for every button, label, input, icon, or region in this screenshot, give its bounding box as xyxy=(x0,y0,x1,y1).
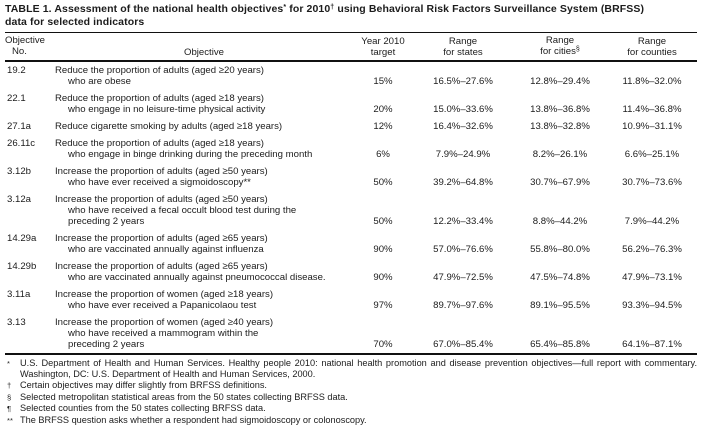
footnote-marker: * xyxy=(7,358,10,368)
footnote-marker: ** xyxy=(7,415,13,425)
table-row xyxy=(5,255,697,283)
target-value: 70% xyxy=(373,338,393,350)
counties-range: 64.1%–87.1% xyxy=(622,338,682,350)
states-range: 16.5%–27.6% xyxy=(433,75,493,87)
target-value: 12% xyxy=(373,120,393,132)
objective-line: Increase the proportion of adults (aged ≥65 years) xyxy=(55,260,268,272)
table-title xyxy=(5,4,697,17)
counties-range: 10.9%–31.1% xyxy=(622,120,682,132)
objective-line: preceding 2 years xyxy=(68,338,145,350)
states-range: 67.0%–85.4% xyxy=(433,338,493,350)
cities-footnote-marker: § xyxy=(575,46,580,54)
target-value: 15% xyxy=(373,75,393,87)
title-footnote-marker-dagger: † xyxy=(330,4,335,11)
objective-line: who have ever received a Papanicolaou test xyxy=(68,299,257,311)
col-header-range-counties: Range for counties xyxy=(627,35,677,58)
col-header-range-cities: Range for cities§ xyxy=(540,34,580,57)
objective-cell xyxy=(55,188,353,227)
data-table xyxy=(5,32,697,355)
cities-range: 30.7%–67.9% xyxy=(530,176,590,188)
counties-range: 7.9%–44.2% xyxy=(624,215,680,227)
objective-line: Reduce the proportion of adults (aged ≥18 years) xyxy=(55,92,264,104)
table-row xyxy=(5,188,697,227)
footnote-asterisk xyxy=(5,358,697,381)
objective-cell xyxy=(55,255,353,283)
footnote-double-asterisk xyxy=(5,415,697,426)
footnote-marker: † xyxy=(7,381,12,391)
objective-cell xyxy=(55,132,353,160)
table-row xyxy=(5,61,697,87)
states-range: 15.0%–33.6% xyxy=(433,103,493,115)
counties-range: 47.9%–73.1% xyxy=(622,271,682,283)
objective-line: Increase the proportion of adults (aged ≥50 years) xyxy=(55,165,268,177)
objective-line: who have received a fecal occult blood test during the xyxy=(68,204,297,216)
objective-cell xyxy=(55,87,353,115)
target-value: 90% xyxy=(373,243,393,255)
table-header xyxy=(5,32,697,61)
objective-no: 3.13 xyxy=(7,316,26,328)
col-header-target: Year 2010 target xyxy=(361,35,405,58)
target-value: 20% xyxy=(373,103,393,115)
objective-line: Increase the proportion of women (aged ≥18 years) xyxy=(55,288,274,300)
footnote-marker: ¶ xyxy=(7,404,12,414)
objective-line: Increase the proportion of women (aged ≥40 years) xyxy=(55,316,274,328)
objective-no: 3.11a xyxy=(7,288,31,300)
objective-line: who are vaccinated annually against pneumococcal disease. xyxy=(68,271,326,283)
states-range: 47.9%–72.5% xyxy=(433,271,493,283)
table-row xyxy=(5,227,697,255)
objective-cell xyxy=(55,227,353,255)
cities-range: 89.1%–95.5% xyxy=(530,299,590,311)
objective-line: who are vaccinated annually against influenza xyxy=(68,243,264,255)
cities-range: 47.5%–74.8% xyxy=(530,271,590,283)
counties-range: 56.2%–76.3% xyxy=(622,243,682,255)
states-range: 7.9%–24.9% xyxy=(435,148,491,160)
cities-range: 55.8%–80.0% xyxy=(530,243,590,255)
objective-no: 14.29b xyxy=(7,260,37,272)
states-range: 12.2%–33.4% xyxy=(433,215,493,227)
title-footnote-marker-asterisk: * xyxy=(283,4,287,11)
objective-line: Increase the proportion of adults (aged ≥50 years) xyxy=(55,193,268,205)
objective-no: 26.11c xyxy=(7,137,36,149)
footnote-dagger xyxy=(5,380,697,391)
target-value: 90% xyxy=(373,271,393,283)
table-title-line2: data for selected indicators xyxy=(5,15,145,28)
cities-range: 13.8%–36.8% xyxy=(530,103,590,115)
footnote-pilcrow xyxy=(5,403,697,414)
title-part2: for 2010 xyxy=(286,3,331,15)
col-header-range-states: Range for states xyxy=(443,35,483,58)
states-range: 16.4%–32.6% xyxy=(433,120,493,132)
objective-no: 27.1a xyxy=(7,120,32,132)
states-range: 57.0%–76.6% xyxy=(433,243,493,255)
footnotes xyxy=(5,358,697,426)
objective-cell xyxy=(55,311,353,354)
objective-no: 3.12a xyxy=(7,193,32,205)
objective-line: who have ever received a sigmoidoscopy** xyxy=(68,176,251,188)
footnote-text: Selected metropolitan statistical areas from the 50 states collecting BRFSS data. xyxy=(20,391,348,402)
objective-line: Increase the proportion of adults (aged ≥65 years) xyxy=(55,232,268,244)
cities-range: 8.2%–26.1% xyxy=(532,148,588,160)
objective-no: 22.1 xyxy=(7,92,26,104)
states-range: 89.7%–97.6% xyxy=(433,299,493,311)
objective-line: who are obese xyxy=(68,75,131,87)
target-value: 6% xyxy=(376,148,390,160)
objective-no: 14.29a xyxy=(7,232,37,244)
cities-range: 13.8%–32.8% xyxy=(530,120,590,132)
objective-no: 19.2 xyxy=(7,64,26,76)
table-row xyxy=(5,311,697,354)
counties-range: 6.6%–25.1% xyxy=(624,148,680,160)
objective-cell xyxy=(55,160,353,188)
title-part3: using Behavioral Risk Factors Surveillance System (BRFSS) xyxy=(334,3,645,15)
target-value: 50% xyxy=(373,215,393,227)
objective-line: Reduce cigarette smoking by adults (aged ≥18 years) xyxy=(55,120,283,132)
table-row xyxy=(5,132,697,160)
objective-line: who engage in no leisure-time physical activity xyxy=(68,103,266,115)
table-row xyxy=(5,115,697,132)
table-row xyxy=(5,283,697,311)
counties-range: 11.4%–36.8% xyxy=(622,103,682,115)
table-row xyxy=(5,160,697,188)
cities-range: 12.8%–29.4% xyxy=(530,75,590,87)
table-body xyxy=(5,61,697,354)
title-part1: TABLE 1. Assessment of the national health objectives xyxy=(5,3,284,15)
objective-line: who have received a mammogram within the xyxy=(68,327,259,339)
cities-range: 8.8%–44.2% xyxy=(532,215,588,227)
footnote-text: Selected counties from the 50 states collecting BRFSS data. xyxy=(20,403,266,414)
counties-range: 11.8%–32.0% xyxy=(622,75,682,87)
col-header-objective: Objective xyxy=(184,46,224,58)
objective-cell xyxy=(55,61,353,87)
objective-line: Reduce the proportion of adults (aged ≥18 years) xyxy=(55,137,264,149)
table-row xyxy=(5,87,697,115)
target-value: 50% xyxy=(373,176,393,188)
header-row xyxy=(5,32,697,61)
footnote-marker: § xyxy=(7,392,12,402)
states-range: 39.2%–64.8% xyxy=(433,176,493,188)
footnote-text: U.S. Department of Health and Human Services. Healthy people 2010: national health promotion and disease prevention objectives—full report with commentary. Washington, DC: U.S. Department of Health and Human Services, 2000. xyxy=(20,357,697,379)
objective-line: who engage in binge drinking during the preceding month xyxy=(68,148,313,160)
footnote-section xyxy=(5,392,697,403)
objective-no: 3.12b xyxy=(7,165,32,177)
counties-range: 93.3%–94.5% xyxy=(622,299,682,311)
objective-line: Reduce the proportion of adults (aged ≥20 years) xyxy=(55,64,264,76)
objective-cell xyxy=(55,115,353,132)
target-value: 97% xyxy=(373,299,393,311)
footnote-text: Certain objectives may differ slightly from BRFSS definitions. xyxy=(20,380,267,391)
col-header-objective-no: Objective No. xyxy=(5,34,45,57)
objective-line: preceding 2 years xyxy=(68,215,145,227)
cities-range: 65.4%–85.8% xyxy=(530,338,590,350)
objective-cell xyxy=(55,283,353,311)
footnote-text: The BRFSS question asks whether a respondent had sigmoidoscopy or colonoscopy. xyxy=(20,414,367,425)
counties-range: 30.7%–73.6% xyxy=(622,176,682,188)
